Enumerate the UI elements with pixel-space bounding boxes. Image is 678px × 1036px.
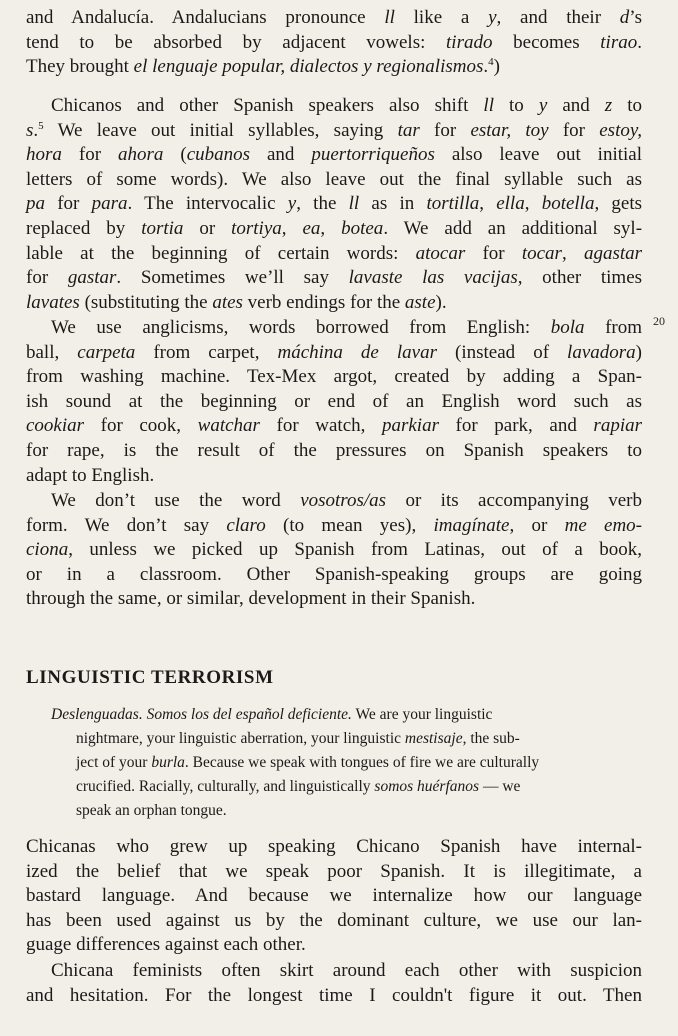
- text-line: Chicanas who grew up speaking Chicano Spanish have internal-: [26, 836, 642, 857]
- text-line: or in a classroom. Other Spanish-speaking groups are going: [26, 563, 642, 585]
- text-line: ized the belief that we speak poor Spanish. It is illegitimate, a: [26, 860, 642, 882]
- text-line: We don’t use the word vosotros/as or its accompanying verb: [51, 490, 642, 511]
- text-line: adapt to English.: [26, 464, 155, 486]
- paragraph-feminists: [26, 959, 642, 1008]
- epigraph-line: nightmare, your linguistic aberration, your linguistic mestisaje, the sub-: [76, 730, 520, 747]
- text-line: Chicana feminists often skirt around each other with suspicion: [51, 960, 642, 981]
- text-line: s.$^5$ We leave out initial syllables, saying tar for estar, toy for estoy,: [26, 119, 642, 141]
- text-line: form. We don’t say claro (to mean yes), imagínate, or me emo-: [26, 514, 643, 536]
- paragraph-pronunciation: [26, 94, 642, 315]
- margin-line-number: 20: [653, 314, 665, 328]
- text-line: tend to be absorbed by adjacent vowels: tirado becomes tirao.: [26, 31, 642, 53]
- paragraph-continuation: [26, 6, 642, 80]
- paragraph-vosotros: [26, 489, 642, 612]
- text-line: hora for ahora (cubanos and puertorriqueños also leave out initial: [26, 144, 643, 166]
- text-line: and Andalucía. Andalucians pronounce ll like a y, and their d’s: [26, 7, 642, 28]
- text-line: We use anglicisms, words borrowed from English: bola from: [51, 317, 643, 338]
- section-heading: LINGUISTIC TERRORISM: [26, 667, 274, 688]
- text-line: and hesitation. For the longest time I couldn't figure it out. Then: [26, 984, 642, 1006]
- text-line: pa for para. The intervocalic y, the ll as in tortilla, ella, botella, gets: [26, 193, 643, 215]
- text-line: for rape, is the result of the pressures on Spanish speakers to: [26, 439, 642, 461]
- text-line: through the same, or similar, development in their Spanish.: [26, 588, 476, 610]
- text-line: for gastar. Sometimes we’ll say lavaste las vacijas, other times: [26, 267, 643, 289]
- text-line: They brought el lenguaje popular, dialectos y regionalismos.$^4$): [26, 56, 500, 78]
- text-line: lavates (substituting the ates verb endings for the aste).: [26, 291, 447, 313]
- epigraph-line: crucified. Racially, culturally, and linguistically somos huérfanos — we: [76, 778, 521, 795]
- text-line: has been used against us by the dominant culture, we use our lan-: [26, 909, 642, 931]
- text-line: ish sound at the beginning or end of an English word such as: [26, 390, 642, 412]
- text-line: ball, carpeta from carpet, máchina de lavar (instead of lavadora): [26, 341, 642, 363]
- epigraph-line: ject of your burla. Because we speak with tongues of fire we are culturally: [76, 754, 540, 771]
- text-line: guage differences against each other.: [26, 934, 306, 956]
- epigraph-line: speak an orphan tongue.: [76, 802, 227, 819]
- text-line: lable at the beginning of certain words: atocar for tocar, agastar: [26, 242, 643, 264]
- epigraph: [51, 703, 664, 823]
- text-line: ciona, unless we picked up Spanish from Latinas, out of a book,: [26, 539, 642, 561]
- text-line: bastard language. And because we internalize how our language: [26, 885, 642, 907]
- paragraph-internalized: [26, 835, 642, 958]
- text-line: from washing machine. Tex-Mex argot, created by adding a Span-: [26, 366, 642, 388]
- epigraph-line: Deslenguadas. Somos los del español deficiente. We are your linguistic: [51, 706, 493, 723]
- text-line: Chicanos and other Spanish speakers also shift ll to y and z to: [51, 95, 643, 116]
- text-line: cookiar for cook, watchar for watch, parkiar for park, and rapiar: [26, 415, 642, 437]
- paragraph-anglicisms: [26, 316, 642, 488]
- text-line: replaced by tortia or tortiya, ea, botea. We add an additional syl-: [26, 217, 643, 239]
- text-line: letters of some words). We also leave out the final syllable such as: [26, 168, 642, 190]
